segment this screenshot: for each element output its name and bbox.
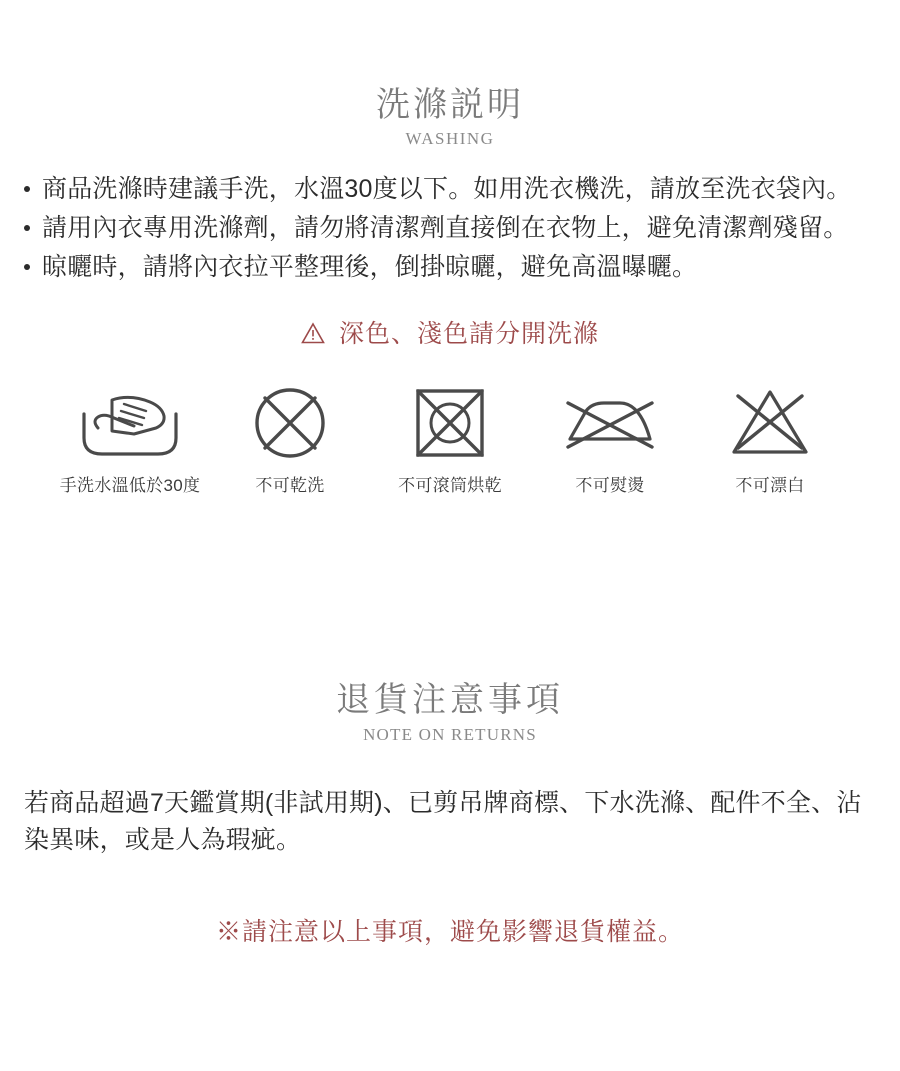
bullet-dot-icon	[24, 264, 30, 270]
washing-instruction-text: 晾曬時，請將內衣拉平整理後，倒掛晾曬，避免高溫曝曬。	[42, 252, 698, 281]
list-item	[22, 210, 882, 247]
list-item	[22, 249, 882, 286]
care-symbol-do-not-dry-clean	[210, 377, 370, 496]
do-not-tumble-dry-icon	[370, 377, 530, 469]
hand-wash-icon	[50, 377, 210, 469]
returns-body-text: 若商品超過7天鑑賞期(非試用期)、已剪吊牌商標、下水洗滌、配件不全、沾染異味，或是人為瑕疵。	[24, 788, 862, 854]
bullet-dot-icon	[24, 225, 30, 231]
care-symbol-caption: 不可漂白	[735, 475, 805, 495]
bullet-dot-icon	[24, 186, 30, 192]
warning-triangle-icon	[301, 322, 325, 351]
washing-section-header	[0, 0, 900, 149]
care-symbol-hand-wash	[50, 377, 210, 496]
separate-colors-warning	[0, 314, 900, 351]
care-symbol-caption: 不可滾筒烘乾	[398, 475, 502, 495]
washing-instruction-text: 商品洗滌時建議手洗，水溫30度以下。如用洗衣機洗，請放至洗衣袋內。	[42, 174, 852, 203]
care-symbol-do-not-iron	[530, 377, 690, 496]
care-symbols-row	[0, 377, 900, 496]
washing-instruction-text: 請用內衣專用洗滌劑，請勿將清潔劑直接倒在衣物上，避免清潔劑殘留。	[42, 213, 849, 242]
list-item	[22, 171, 882, 208]
washing-title-cn: 洗滌説明	[376, 86, 524, 124]
care-symbol-do-not-tumble-dry	[370, 377, 530, 496]
do-not-dry-clean-icon	[210, 377, 370, 469]
returns-title-cn: 退貨注意事項	[336, 680, 564, 719]
care-symbol-caption: 不可乾洗	[255, 475, 325, 495]
do-not-bleach-icon	[690, 377, 850, 469]
washing-title-en: WASHING	[405, 128, 495, 148]
returns-section-header	[0, 672, 900, 745]
washing-instruction-list	[0, 171, 900, 286]
separate-colors-warning-text: 深色、淺色請分開洗滌	[338, 319, 599, 348]
do-not-iron-icon	[530, 377, 690, 469]
care-symbol-caption: 手洗水溫低於30度	[59, 475, 201, 495]
returns-note-text: ※請注意以上事項，避免影響退貨權益。	[215, 917, 684, 946]
care-symbol-do-not-bleach	[690, 377, 850, 496]
returns-title-en: NOTE ON RETURNS	[363, 724, 537, 744]
care-symbol-caption: 不可熨燙	[575, 475, 645, 495]
